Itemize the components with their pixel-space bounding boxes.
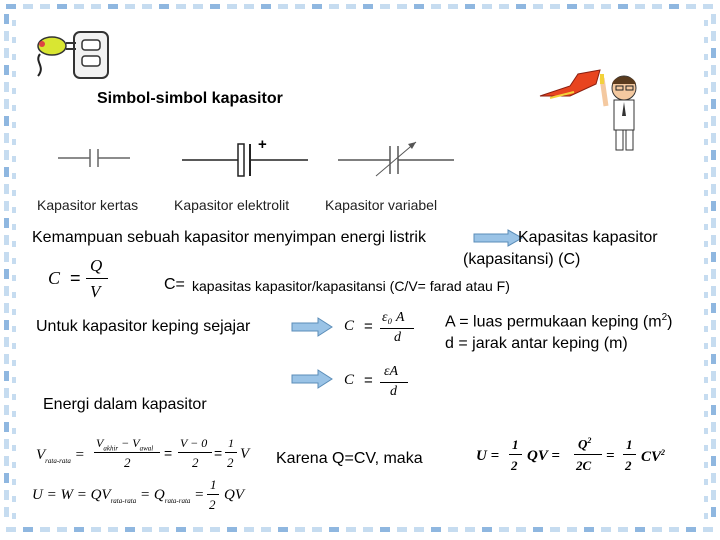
border-square: [704, 207, 708, 213]
border-square: [482, 4, 492, 9]
border-square: [12, 241, 16, 247]
border-square: [584, 527, 594, 532]
formula-u2-bar2: [574, 454, 602, 455]
formula-u2-n3: 1: [626, 437, 633, 452]
border-square: [711, 320, 716, 330]
border-square: [12, 88, 16, 94]
formula-parallel-den: d: [394, 330, 401, 345]
border-square: [711, 405, 716, 415]
border-square: [12, 428, 16, 434]
formula-u1-tail: QV: [224, 487, 244, 503]
plug-socket-clipart: [28, 26, 118, 86]
border-square: [711, 269, 716, 279]
border-square: [23, 4, 33, 9]
border-square: [711, 422, 716, 432]
formula-vavg-n2: V − 0: [180, 436, 208, 450]
border-square: [57, 4, 67, 9]
border-square: [704, 411, 708, 417]
border-square: [704, 173, 708, 179]
formula-dielectric-lhs: C: [344, 372, 355, 388]
border-square: [4, 303, 9, 313]
border-square: [4, 320, 9, 330]
border-square: [12, 513, 16, 519]
border-square: [711, 184, 716, 194]
symbol-kapasitor-variabel: [338, 140, 454, 180]
border-square: [193, 4, 203, 9]
border-square: [465, 527, 475, 532]
border-square: [4, 422, 9, 432]
border-square: [704, 88, 708, 94]
border-square: [711, 252, 716, 262]
border-square: [108, 527, 118, 532]
formula-vavg-bar1: [94, 452, 160, 453]
border-square: [414, 4, 424, 9]
border-square: [465, 4, 475, 9]
border-square: [704, 292, 708, 298]
c-definition-prefix: C=: [164, 276, 185, 293]
border-square: [4, 116, 9, 126]
border-square: [12, 326, 16, 332]
border-square: [193, 527, 203, 532]
border-square: [12, 122, 16, 128]
border-square: [57, 527, 67, 532]
border-square: [516, 4, 526, 9]
formula-u2-n1: 1: [512, 437, 519, 452]
formula-c-lhs: C: [48, 268, 61, 288]
border-square: [711, 167, 716, 177]
formula-vavg-eq1: =: [164, 445, 173, 461]
border-square: [12, 37, 16, 43]
border-square: [704, 428, 708, 434]
border-square: [704, 105, 708, 111]
border-square: [23, 527, 33, 532]
label-kapasitor-elektrolit: Kapasitor elektrolit: [174, 197, 290, 213]
parallel-plate-label: Untuk kapasitor keping sejajar: [36, 318, 251, 335]
capacity-result-2: (kapasitansi) (C): [463, 251, 581, 268]
border-square: [711, 116, 716, 126]
border-square: [363, 527, 373, 532]
border-square: [711, 337, 716, 347]
border-square: [704, 258, 708, 264]
border-square: [704, 462, 708, 468]
border-square: [261, 527, 271, 532]
border-square: [12, 343, 16, 349]
c-definition: kapasitas kapasitor/kapasitansi (C/V= farad atau F): [192, 278, 510, 294]
border-square: [448, 527, 458, 532]
border-square: [567, 527, 577, 532]
border-square: [12, 496, 16, 502]
border-square: [12, 360, 16, 366]
border-square: [12, 224, 16, 230]
border-square: [397, 527, 407, 532]
border-square: [711, 286, 716, 296]
border-square: [704, 156, 708, 162]
formula-vavg-lhs: $V_{rata-rata}$ =: [36, 447, 85, 465]
border-square: [711, 388, 716, 398]
border-square: [711, 150, 716, 160]
border-square: [618, 527, 628, 532]
border-square: [12, 207, 16, 213]
formula-dielectric-eq: =: [364, 372, 373, 389]
border-square: [176, 527, 186, 532]
border-square: [669, 527, 679, 532]
border-square: [703, 527, 713, 532]
border-square: [12, 275, 16, 281]
border-square: [4, 14, 9, 24]
formula-u2-d1: 2: [511, 458, 518, 473]
border-square: [4, 507, 9, 517]
border-square: [91, 527, 101, 532]
border-square: [704, 20, 708, 26]
page-title: Simbol-simbol kapasitor: [97, 90, 283, 107]
border-square: [711, 218, 716, 228]
border-square: [261, 4, 271, 9]
border-square: [704, 54, 708, 60]
border-square: [346, 527, 356, 532]
border-square: [278, 527, 288, 532]
border-square: [431, 4, 441, 9]
border-square: [142, 527, 152, 532]
border-square: [4, 133, 9, 143]
formula-dielectric-num: εA: [384, 364, 399, 379]
border-square: [12, 54, 16, 60]
border-square: [6, 527, 16, 532]
border-square: [704, 241, 708, 247]
border-square: [380, 527, 390, 532]
border-square: [12, 462, 16, 468]
border-square: [431, 527, 441, 532]
symbol-kapasitor-kertas: [58, 148, 130, 168]
border-square: [704, 122, 708, 128]
border-square: [711, 439, 716, 449]
arrow-right-icon: [292, 370, 332, 388]
border-square: [12, 105, 16, 111]
border-square: [704, 496, 708, 502]
border-square: [12, 173, 16, 179]
formula-c-den: V: [90, 282, 101, 301]
border-square: [12, 411, 16, 417]
border-square: [244, 527, 254, 532]
border-square: [12, 71, 16, 77]
border-square: [704, 360, 708, 366]
border-square: [516, 527, 526, 532]
symbol-kapasitor-elektrolit: [182, 140, 308, 180]
arrow-right-icon: [474, 230, 522, 246]
border-square: [4, 201, 9, 211]
formula-parallel-num: ε₀ A: [382, 310, 405, 325]
border-square: [295, 527, 305, 532]
border-square: [711, 473, 716, 483]
border-square: [711, 456, 716, 466]
border-square: [4, 439, 9, 449]
border-square: [4, 82, 9, 92]
border-square: [704, 224, 708, 230]
border-square: [4, 252, 9, 262]
formula-u1-d: 2: [209, 497, 216, 512]
border-square: [618, 4, 628, 9]
border-square: [40, 527, 50, 532]
border-square: [4, 337, 9, 347]
border-square: [176, 4, 186, 9]
border-square: [703, 4, 713, 9]
formula-c-eq: =: [70, 268, 81, 288]
border-square: [704, 190, 708, 196]
legend-distance: d = jarak antar keping (m): [445, 335, 628, 352]
border-square: [533, 527, 543, 532]
formula-dielectric-den: d: [390, 384, 397, 399]
border-square: [91, 4, 101, 9]
border-square: [4, 354, 9, 364]
formula-u2-tail: $CV^2$: [641, 448, 666, 465]
border-square: [711, 354, 716, 364]
formula-parallel-eq: =: [364, 318, 373, 335]
legend-area-exponent: 2: [661, 312, 668, 323]
border-square: [74, 4, 84, 9]
border-square: [704, 326, 708, 332]
border-square: [4, 269, 9, 279]
border-square: [4, 31, 9, 41]
capacity-statement: Kemampuan sebuah kapasitor menyimpan energi listrik: [32, 229, 426, 246]
formula-vavg-d2: 2: [192, 455, 199, 470]
student-clipart: [540, 66, 650, 156]
border-square: [652, 4, 662, 9]
border-square: [4, 150, 9, 160]
border-square: [704, 377, 708, 383]
border-square: [12, 20, 16, 26]
label-kapasitor-variabel: Kapasitor variabel: [325, 197, 438, 213]
border-square: [125, 4, 135, 9]
formula-u2-bar1: [509, 454, 522, 455]
formula-vavg-bar3: [225, 452, 237, 453]
border-square: [4, 456, 9, 466]
border-square: [584, 4, 594, 9]
border-square: [244, 4, 254, 9]
border-square: [278, 4, 288, 9]
border-square: [482, 527, 492, 532]
formula-c-bar: [86, 278, 108, 279]
border-square: [6, 4, 16, 9]
border-square: [329, 4, 339, 9]
border-square: [635, 4, 645, 9]
border-square: [704, 37, 708, 43]
formula-vavg-n1: $V_{akhir} - V_{awal}$: [96, 436, 154, 453]
because-text: Karena Q=CV, maka: [276, 450, 423, 467]
border-square: [711, 48, 716, 58]
border-square: [4, 405, 9, 415]
formula-u2-bar3: [623, 454, 636, 455]
border-square: [704, 139, 708, 145]
border-square: [533, 4, 543, 9]
border-square: [329, 527, 339, 532]
border-square: [12, 377, 16, 383]
formula-c-num: Q: [90, 256, 103, 275]
formula-u2-d2: 2C: [576, 458, 592, 473]
border-square: [601, 4, 611, 9]
border-square: [704, 275, 708, 281]
border-square: [704, 343, 708, 349]
border-square: [12, 139, 16, 145]
border-square: [40, 4, 50, 9]
border-square: [12, 394, 16, 400]
formula-u2-m1: QV =: [527, 448, 560, 464]
formula-u2-n2: $Q^2$: [578, 436, 592, 452]
border-square: [414, 527, 424, 532]
border-square: [227, 527, 237, 532]
polarity-plus-sign: +: [258, 136, 267, 153]
border-square: [711, 303, 716, 313]
border-square: [108, 4, 118, 9]
border-square: [704, 71, 708, 77]
border-square: [12, 258, 16, 264]
border-square: [397, 4, 407, 9]
border-square: [711, 235, 716, 245]
border-square: [159, 4, 169, 9]
border-square: [12, 479, 16, 485]
formula-u1-lhs: $U = W = QV_{rata-rata} = Q_{rata-rata}$ =: [32, 487, 205, 505]
border-square: [210, 527, 220, 532]
formula-vavg-bar2: [178, 452, 212, 453]
border-square: [12, 309, 16, 315]
formula-vavg-d3: 2: [227, 455, 234, 470]
border-square: [312, 4, 322, 9]
border-square: [74, 527, 84, 532]
formula-vavg-eq2: =: [214, 445, 223, 461]
formula-parallel-lhs: C: [344, 318, 355, 334]
border-square: [686, 4, 696, 9]
border-square: [4, 99, 9, 109]
formula-vavg-tail: V: [240, 446, 250, 462]
formula-vavg-d1: 2: [124, 455, 131, 470]
border-square: [499, 527, 509, 532]
border-square: [4, 490, 9, 500]
formula-u2-d3: 2: [625, 458, 632, 473]
border-square: [711, 371, 716, 381]
border-square: [4, 473, 9, 483]
border-square: [704, 394, 708, 400]
border-square: [142, 4, 152, 9]
border-square: [4, 235, 9, 245]
border-square: [4, 286, 9, 296]
border-square: [550, 527, 560, 532]
legend-area: A = luas permukaan keping $(m^2)$: [445, 312, 673, 331]
arrow-right-icon: [292, 318, 332, 336]
border-square: [4, 371, 9, 381]
formula-parallel-bar: [380, 328, 414, 329]
border-square: [363, 4, 373, 9]
border-square: [159, 527, 169, 532]
border-square: [4, 65, 9, 75]
border-square: [711, 14, 716, 24]
formula-u1-n: 1: [210, 477, 217, 492]
border-square: [210, 4, 220, 9]
border-square: [711, 201, 716, 211]
capacity-result-1: Kapasitas kapasitor: [518, 229, 658, 246]
border-square: [4, 48, 9, 58]
border-square: [312, 527, 322, 532]
border-square: [711, 507, 716, 517]
border-square: [4, 388, 9, 398]
border-square: [4, 184, 9, 194]
border-square: [125, 527, 135, 532]
border-square: [4, 167, 9, 177]
border-square: [448, 4, 458, 9]
border-square: [12, 445, 16, 451]
energy-label: Energi dalam kapasitor: [43, 396, 207, 413]
border-square: [704, 479, 708, 485]
formula-u1-bar: [207, 494, 219, 495]
border-square: [686, 527, 696, 532]
formula-vavg-n3: 1: [228, 436, 234, 450]
label-kapasitor-kertas: Kapasitor kertas: [37, 197, 139, 213]
border-square: [711, 31, 716, 41]
border-square: [12, 190, 16, 196]
formula-dielectric-bar: [380, 382, 408, 383]
border-square: [499, 4, 509, 9]
border-square: [635, 527, 645, 532]
formula-u2-lhs: U =: [476, 448, 500, 464]
border-square: [12, 156, 16, 162]
border-square: [704, 445, 708, 451]
border-square: [711, 133, 716, 143]
border-square: [652, 527, 662, 532]
border-square: [711, 99, 716, 109]
border-square: [12, 292, 16, 298]
border-square: [704, 309, 708, 315]
border-square: [227, 4, 237, 9]
border-square: [711, 490, 716, 500]
border-square: [669, 4, 679, 9]
border-square: [711, 65, 716, 75]
border-square: [346, 4, 356, 9]
border-square: [380, 4, 390, 9]
border-square: [295, 4, 305, 9]
formula-u2-m2: =: [606, 448, 615, 464]
border-square: [601, 527, 611, 532]
border-square: [550, 4, 560, 9]
border-square: [704, 513, 708, 519]
border-square: [711, 82, 716, 92]
border-square: [567, 4, 577, 9]
border-square: [4, 218, 9, 228]
